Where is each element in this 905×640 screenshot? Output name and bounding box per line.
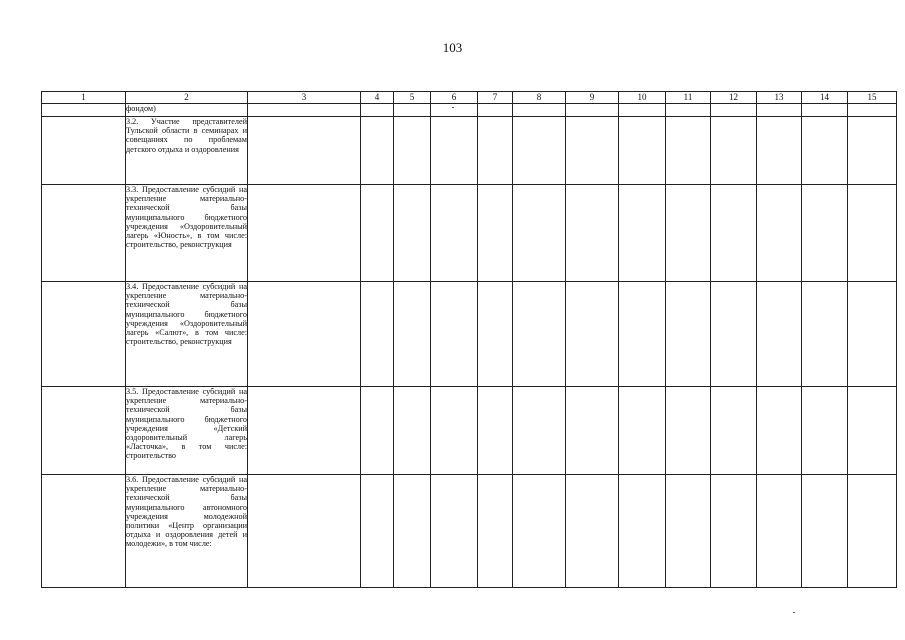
table-row xyxy=(42,387,897,475)
row-description: фондом) xyxy=(126,104,248,117)
col-header-8: 8 xyxy=(513,92,566,104)
table-row xyxy=(42,282,897,387)
col-header-10: 10 xyxy=(619,92,666,104)
col-header-12: 12 xyxy=(711,92,757,104)
page-number: 103 xyxy=(442,40,463,55)
col-header-11: 11 xyxy=(666,92,711,104)
row-description: 3.2. Участие представителей Тульской области в семинарах и совещаниях по проблемам детского отдыха и оздоровления xyxy=(126,117,248,185)
col-header-3: 3 xyxy=(248,92,361,104)
col-header-9: 9 xyxy=(566,92,619,104)
program-table xyxy=(41,91,897,588)
row-description: 3.4. Предоставление субсидий на укрепление материально-технической базы муниципального бюджетного учреждения «Оздоровительный лагерь «Салют», в том числе: строительство, реконструкция xyxy=(126,282,248,387)
table-row xyxy=(42,104,897,117)
row-description: 3.6. Предоставление субсидий на укрепление материально-технической базы муниципального автономного учреждения молодежной политики «Центр организации отдыха и оздоровления детей и молодежи», в том числе: xyxy=(126,475,248,588)
header-row xyxy=(42,92,897,104)
row-description: 3.5. Предоставление субсидий на укрепление материально-технической базы муниципального бюджетного учреждения «Детский оздоровительный лагерь «Ласточка», в том числе: строительство xyxy=(126,387,248,475)
col-header-7: 7 xyxy=(478,92,513,104)
col-header-5: 5 xyxy=(394,92,431,104)
table-row xyxy=(42,475,897,588)
scan-speck xyxy=(452,107,454,108)
col-header-15: 15 xyxy=(848,92,897,104)
table-row xyxy=(42,117,897,185)
col-header-4: 4 xyxy=(361,92,394,104)
scan-speck xyxy=(793,612,795,613)
col-header-1: 1 xyxy=(42,92,126,104)
table-row xyxy=(42,185,897,282)
col-header-14: 14 xyxy=(802,92,848,104)
col-header-13: 13 xyxy=(757,92,802,104)
col-header-2: 2 xyxy=(126,92,248,104)
col-header-6: 6 xyxy=(431,92,478,104)
row-description: 3.3. Предоставление субсидий на укрепление материально-технической базы муниципального бюджетного учреждения «Оздоровительный лагерь «Юность», в том числе: строительство, реконструкция xyxy=(126,185,248,282)
